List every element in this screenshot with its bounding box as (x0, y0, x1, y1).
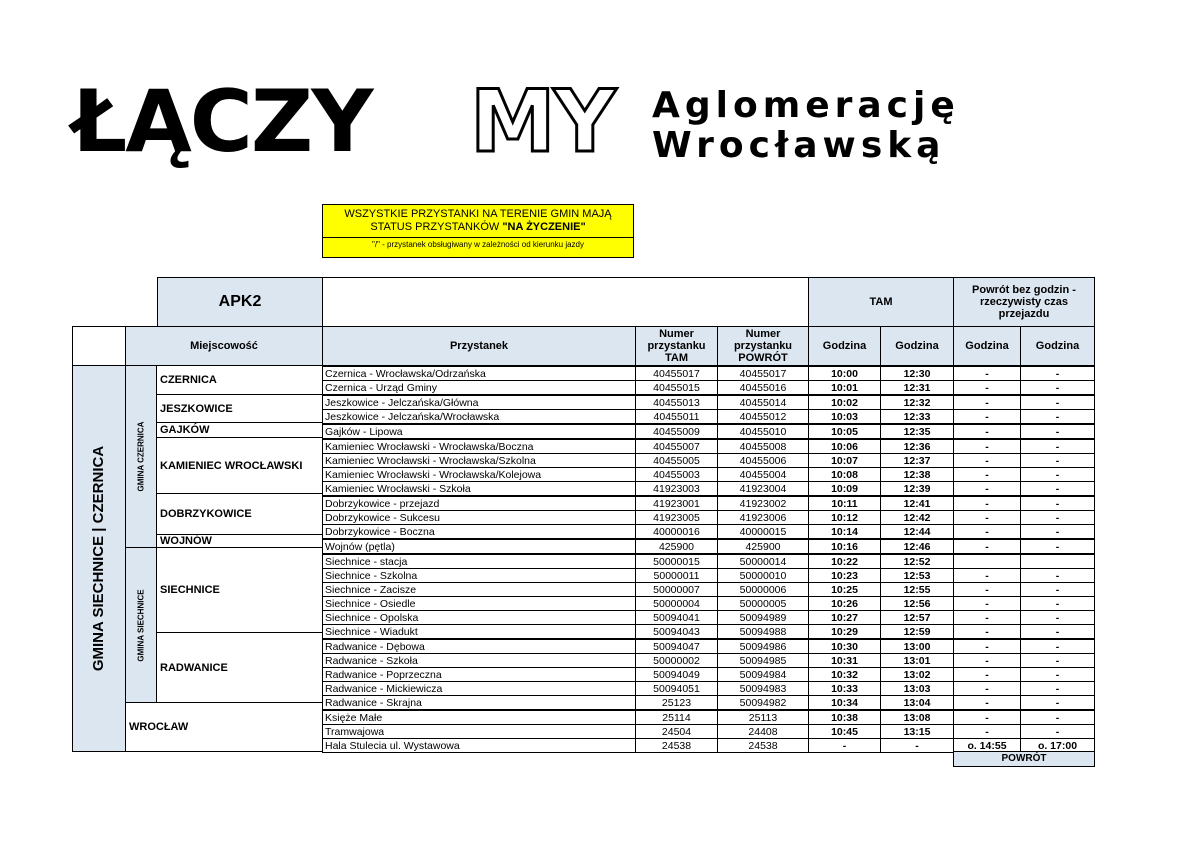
time-tam-2: 12:35 (881, 424, 954, 439)
stop-number-powrot: 50000006 (718, 583, 809, 597)
stop-number-powrot: 40455006 (718, 454, 809, 468)
stop-number-tam: 50000002 (636, 654, 718, 668)
time-powrot-2: - (1021, 625, 1095, 640)
time-tam-1: 10:08 (809, 468, 881, 482)
time-powrot-1: - (954, 410, 1021, 425)
time-tam-2: 13:00 (881, 639, 954, 654)
stop-number-tam: 40455013 (636, 395, 718, 410)
stop-name: Siechnice - Opolska (323, 611, 636, 625)
time-tam-1: 10:12 (809, 511, 881, 525)
time-powrot-1: - (954, 395, 1021, 410)
stop-number-powrot: 50094988 (718, 625, 809, 640)
numer-powrot-header: Numer przystanku POWRÓT (717, 326, 809, 366)
time-tam-2: 12:33 (881, 410, 954, 425)
time-tam-1: 10:38 (809, 710, 881, 725)
stop-number-tam: 50094049 (636, 668, 718, 682)
stop-number-tam: 50000011 (636, 569, 718, 583)
timetable-body (323, 367, 1095, 753)
time-powrot-2: - (1021, 539, 1095, 554)
stop-number-tam: 50094047 (636, 639, 718, 654)
time-powrot-2: - (1021, 525, 1095, 540)
numer-tam-header: Numer przystanku TAM (635, 326, 718, 366)
stop-number-powrot: 50094986 (718, 639, 809, 654)
time-tam-1: 10:34 (809, 696, 881, 711)
time-tam-2: 12:38 (881, 468, 954, 482)
stop-name: Dobrzykowice - Boczna (323, 525, 636, 540)
stop-number-powrot: 50000014 (718, 554, 809, 569)
powrot-footer: POWRÓT (953, 751, 1095, 767)
table-row (323, 482, 1095, 497)
table-row (323, 597, 1095, 611)
time-tam-2: - (881, 739, 954, 753)
stop-name: Radwanice - Dębowa (323, 639, 636, 654)
stop-number-powrot: 41923004 (718, 482, 809, 497)
notice-line-2 (323, 221, 633, 234)
table-row (323, 395, 1095, 410)
time-powrot-1: - (954, 439, 1021, 454)
stop-number-powrot: 40455014 (718, 395, 809, 410)
time-powrot-1: - (954, 725, 1021, 739)
stop-number-tam: 40455017 (636, 367, 718, 381)
time-powrot-2: - (1021, 668, 1095, 682)
time-tam-2: 12:31 (881, 381, 954, 396)
time-powrot-2: - (1021, 439, 1095, 454)
time-powrot-2: - (1021, 395, 1095, 410)
table-row (323, 696, 1095, 711)
town-wojnow: WOJNÓW (156, 534, 323, 548)
time-powrot-1: - (954, 654, 1021, 668)
time-powrot-1: - (954, 424, 1021, 439)
time-powrot-2: - (1021, 424, 1095, 439)
table-row (323, 625, 1095, 640)
time-powrot-2: - (1021, 639, 1095, 654)
stop-name: Radwanice - Poprzeczna (323, 668, 636, 682)
time-powrot-2: - (1021, 468, 1095, 482)
time-tam-2: 13:08 (881, 710, 954, 725)
time-tam-1: 10:07 (809, 454, 881, 468)
town-radwanice: RADWANICE (156, 632, 323, 703)
time-tam-2: 12:53 (881, 569, 954, 583)
stop-number-powrot: 40000015 (718, 525, 809, 540)
stop-name: Hala Stulecia ul. Wystawowa (323, 739, 636, 753)
time-tam-2: 12:30 (881, 367, 954, 381)
time-powrot-2: - (1021, 511, 1095, 525)
time-powrot-2: o. 17:00 (1021, 739, 1095, 753)
time-tam-1: 10:31 (809, 654, 881, 668)
time-powrot-1: - (954, 625, 1021, 640)
notice-divider (323, 237, 633, 238)
table-row (323, 539, 1095, 554)
time-tam-1: 10:01 (809, 381, 881, 396)
time-powrot-2: - (1021, 381, 1095, 396)
time-powrot-2: - (1021, 367, 1095, 381)
timetable (322, 366, 1095, 753)
town-wroclaw: WROCŁAW (125, 702, 323, 752)
stop-name: Czernica - Wrocławska/Odrzańska (323, 367, 636, 381)
stop-number-powrot: 50094982 (718, 696, 809, 711)
town-jeszkowice: JESZKOWICE (156, 394, 323, 423)
stop-number-tam: 40455011 (636, 410, 718, 425)
town-siechnice: SIECHNICE (156, 547, 323, 633)
stop-name: Dobrzykowice - Sukcesu (323, 511, 636, 525)
table-row (323, 410, 1095, 425)
time-powrot-1: - (954, 597, 1021, 611)
stop-number-tam: 40455003 (636, 468, 718, 482)
stop-number-powrot: 425900 (718, 539, 809, 554)
logo-outline-text: MY (470, 72, 614, 172)
time-powrot-1: - (954, 569, 1021, 583)
stop-number-powrot: 40455017 (718, 367, 809, 381)
stop-name: Jeszkowice - Jelczańska/Główna (323, 395, 636, 410)
time-powrot-1: - (954, 611, 1021, 625)
time-tam-1: 10:16 (809, 539, 881, 554)
stop-name: Kamieniec Wrocławski - Wrocławska/Kolejowa (323, 468, 636, 482)
town-dobrzykowice: DOBRZYKOWICE (156, 493, 323, 535)
godzina-header-1: Godzina (808, 326, 881, 366)
stop-number-tam: 25114 (636, 710, 718, 725)
gmina-header-blank (72, 326, 126, 366)
stop-number-tam: 41923003 (636, 482, 718, 497)
notice-line-1: WSZYSTKIE PRZYSTANKI NA TERENIE GMIN MAJĄ (344, 208, 612, 220)
gmina-czernica-text: GMINA CZERNICA (136, 421, 146, 492)
time-powrot-2: - (1021, 696, 1095, 711)
gmina-siechnice-label (125, 547, 157, 703)
stop-number-powrot: 50000010 (718, 569, 809, 583)
time-powrot-1: - (954, 682, 1021, 696)
stop-name: Radwanice - Skrajna (323, 696, 636, 711)
notice-line-2-prefix: STATUS PRZYSTANKÓW (370, 221, 503, 233)
stop-name: Kamieniec Wrocławski - Wrocławska/Boczna (323, 439, 636, 454)
stop-number-tam: 24504 (636, 725, 718, 739)
time-powrot-2: - (1021, 611, 1095, 625)
godzina-header-2: Godzina (880, 326, 954, 366)
stop-number-powrot: 41923002 (718, 496, 809, 511)
time-tam-1: 10:05 (809, 424, 881, 439)
time-tam-2: 12:55 (881, 583, 954, 597)
stop-number-tam: 425900 (636, 539, 718, 554)
gmina-outer-text: GMINA SIECHNICE | CZERNICA (90, 445, 108, 672)
time-tam-2: 13:03 (881, 682, 954, 696)
stop-name: Siechnice - stacja (323, 554, 636, 569)
time-powrot-2: - (1021, 569, 1095, 583)
time-tam-1: 10:45 (809, 725, 881, 739)
time-powrot-1: - (954, 511, 1021, 525)
time-powrot-1: - (954, 539, 1021, 554)
stop-number-tam: 40455009 (636, 424, 718, 439)
town-gajkow: GAJKÓW (156, 422, 323, 438)
table-row (323, 525, 1095, 540)
table-row (323, 554, 1095, 569)
stop-name: Siechnice - Osiedle (323, 597, 636, 611)
time-powrot-1: - (954, 668, 1021, 682)
stop-number-powrot: 50000005 (718, 597, 809, 611)
town-kamieniec: KAMIENIEC WROCŁAWSKI (156, 437, 323, 494)
time-powrot-2: - (1021, 583, 1095, 597)
time-powrot-1: - (954, 482, 1021, 497)
stop-number-tam: 41923005 (636, 511, 718, 525)
time-tam-1: 10:09 (809, 482, 881, 497)
time-tam-1: 10:32 (809, 668, 881, 682)
notice-line-2-bold: "NA ŻYCZENIE" (502, 221, 586, 233)
time-tam-2: 12:41 (881, 496, 954, 511)
time-tam-2: 12:56 (881, 597, 954, 611)
time-tam-2: 13:02 (881, 668, 954, 682)
table-row (323, 381, 1095, 396)
time-powrot-2: - (1021, 682, 1095, 696)
gmina-outer-label (72, 365, 126, 752)
time-powrot-2: - (1021, 454, 1095, 468)
stop-name: Czernica - Urząd Gminy (323, 381, 636, 396)
table-row (323, 569, 1095, 583)
notice-line-3: "/" - przystanek obsługiwany w zależności od kierunku jazdy (372, 240, 584, 249)
table-row (323, 611, 1095, 625)
time-tam-1: 10:11 (809, 496, 881, 511)
stop-number-powrot: 40455004 (718, 468, 809, 482)
table-row (323, 367, 1095, 381)
time-powrot-2: - (1021, 597, 1095, 611)
table-row (323, 710, 1095, 725)
stop-number-powrot: 41923006 (718, 511, 809, 525)
time-powrot-2: - (1021, 410, 1095, 425)
time-tam-1: 10:29 (809, 625, 881, 640)
time-tam-2: 12:46 (881, 539, 954, 554)
stop-name: Kamieniec Wrocławski - Wrocławska/Szkolna (323, 454, 636, 468)
time-tam-2: 12:32 (881, 395, 954, 410)
time-powrot-1: - (954, 468, 1021, 482)
request-stop-notice (322, 204, 634, 258)
time-tam-2: 12:39 (881, 482, 954, 497)
stop-number-powrot: 25113 (718, 710, 809, 725)
stop-number-tam: 50000007 (636, 583, 718, 597)
stop-number-powrot: 24538 (718, 739, 809, 753)
tam-header: TAM (808, 277, 954, 327)
time-tam-1: 10:03 (809, 410, 881, 425)
stop-number-tam: 40000016 (636, 525, 718, 540)
logo-line-1: Aglomerację (652, 85, 960, 126)
time-powrot-2: - (1021, 482, 1095, 497)
stop-name: Siechnice - Zacisze (323, 583, 636, 597)
stop-name: Siechnice - Wiadukt (323, 625, 636, 640)
table-row (323, 725, 1095, 739)
time-tam-1: 10:22 (809, 554, 881, 569)
time-tam-1: 10:25 (809, 583, 881, 597)
stop-name: Siechnice - Szkolna (323, 569, 636, 583)
time-tam-2: 13:15 (881, 725, 954, 739)
stop-name: Jeszkowice - Jelczańska/Wrocławska (323, 410, 636, 425)
stop-number-powrot: 40455008 (718, 439, 809, 454)
town-czernica: CZERNICA (156, 365, 323, 395)
stop-number-tam: 24538 (636, 739, 718, 753)
route-name: APK2 (157, 277, 323, 327)
gmina-siechnice-text: GMINA SIECHNICE (136, 588, 146, 662)
stop-number-powrot: 24408 (718, 725, 809, 739)
table-row (323, 424, 1095, 439)
table-row (323, 511, 1095, 525)
table-row (323, 439, 1095, 454)
stop-number-tam: 25123 (636, 696, 718, 711)
stop-number-tam: 50000015 (636, 554, 718, 569)
stop-number-powrot: 40455016 (718, 381, 809, 396)
godzina-header-3: Godzina (953, 326, 1021, 366)
time-powrot-1: - (954, 496, 1021, 511)
time-tam-1: 10:23 (809, 569, 881, 583)
time-tam-1: 10:06 (809, 439, 881, 454)
time-tam-2: 12:42 (881, 511, 954, 525)
time-tam-2: 13:01 (881, 654, 954, 668)
time-tam-2: 12:36 (881, 439, 954, 454)
stop-name: Dobrzykowice - przejazd (323, 496, 636, 511)
stop-number-powrot: 40455010 (718, 424, 809, 439)
stop-number-powrot: 50094989 (718, 611, 809, 625)
przystanek-header: Przystanek (322, 326, 636, 366)
time-tam-2: 12:52 (881, 554, 954, 569)
table-row (323, 454, 1095, 468)
miejscowosc-header: Miejscowość (125, 326, 323, 366)
stop-name: Kamieniec Wrocławski - Szkoła (323, 482, 636, 497)
table-row (323, 654, 1095, 668)
stop-number-tam: 50094051 (636, 682, 718, 696)
time-powrot-1: - (954, 696, 1021, 711)
time-tam-2: 12:59 (881, 625, 954, 640)
time-tam-1: 10:14 (809, 525, 881, 540)
stop-name: Radwanice - Mickiewicza (323, 682, 636, 696)
table-row (323, 682, 1095, 696)
stop-number-tam: 40455007 (636, 439, 718, 454)
stop-number-tam: 50094041 (636, 611, 718, 625)
table-row (323, 496, 1095, 511)
stop-number-tam: 50000004 (636, 597, 718, 611)
table-row (323, 583, 1095, 597)
time-powrot-2 (1021, 554, 1095, 569)
stop-number-tam: 40455005 (636, 454, 718, 468)
time-powrot-1: - (954, 454, 1021, 468)
time-tam-1: 10:27 (809, 611, 881, 625)
table-row (323, 468, 1095, 482)
time-powrot-2: - (1021, 496, 1095, 511)
time-tam-2: 12:57 (881, 611, 954, 625)
logo-main-text: ŁĄCZY (72, 72, 372, 172)
stop-number-tam: 50094043 (636, 625, 718, 640)
gmina-czernica-label (125, 365, 157, 548)
table-row (323, 639, 1095, 654)
time-tam-1: 10:00 (809, 367, 881, 381)
time-tam-1: - (809, 739, 881, 753)
stop-number-powrot: 40455012 (718, 410, 809, 425)
stop-number-powrot: 50094985 (718, 654, 809, 668)
stop-name: Gajków - Lipowa (323, 424, 636, 439)
time-powrot-1: - (954, 525, 1021, 540)
table-row (323, 668, 1095, 682)
time-tam-1: 10:26 (809, 597, 881, 611)
time-powrot-1: - (954, 367, 1021, 381)
stop-name: Księże Małe (323, 710, 636, 725)
time-powrot-1 (954, 554, 1021, 569)
time-tam-2: 12:37 (881, 454, 954, 468)
stop-number-tam: 41923001 (636, 496, 718, 511)
godzina-header-4: Godzina (1020, 326, 1095, 366)
logo-line-2: Wrocławską (652, 125, 946, 166)
time-tam-1: 10:30 (809, 639, 881, 654)
stop-number-powrot: 50094983 (718, 682, 809, 696)
time-tam-1: 10:02 (809, 395, 881, 410)
stop-number-powrot: 50094984 (718, 668, 809, 682)
stop-number-tam: 40455015 (636, 381, 718, 396)
time-powrot-1: - (954, 583, 1021, 597)
time-powrot-1: o. 14:55 (954, 739, 1021, 753)
time-tam-2: 12:44 (881, 525, 954, 540)
time-tam-1: 10:33 (809, 682, 881, 696)
powrot-info-header: Powrót bez godzin - rzeczywisty czas przejazdu (953, 277, 1095, 327)
time-powrot-1: - (954, 381, 1021, 396)
time-powrot-2: - (1021, 710, 1095, 725)
time-powrot-2: - (1021, 725, 1095, 739)
header-blank (322, 277, 809, 327)
stop-name: Radwanice - Szkoła (323, 654, 636, 668)
stop-name: Tramwajowa (323, 725, 636, 739)
time-powrot-2: - (1021, 654, 1095, 668)
time-powrot-1: - (954, 710, 1021, 725)
time-powrot-1: - (954, 639, 1021, 654)
stop-name: Wojnów (pętla) (323, 539, 636, 554)
time-tam-2: 13:04 (881, 696, 954, 711)
